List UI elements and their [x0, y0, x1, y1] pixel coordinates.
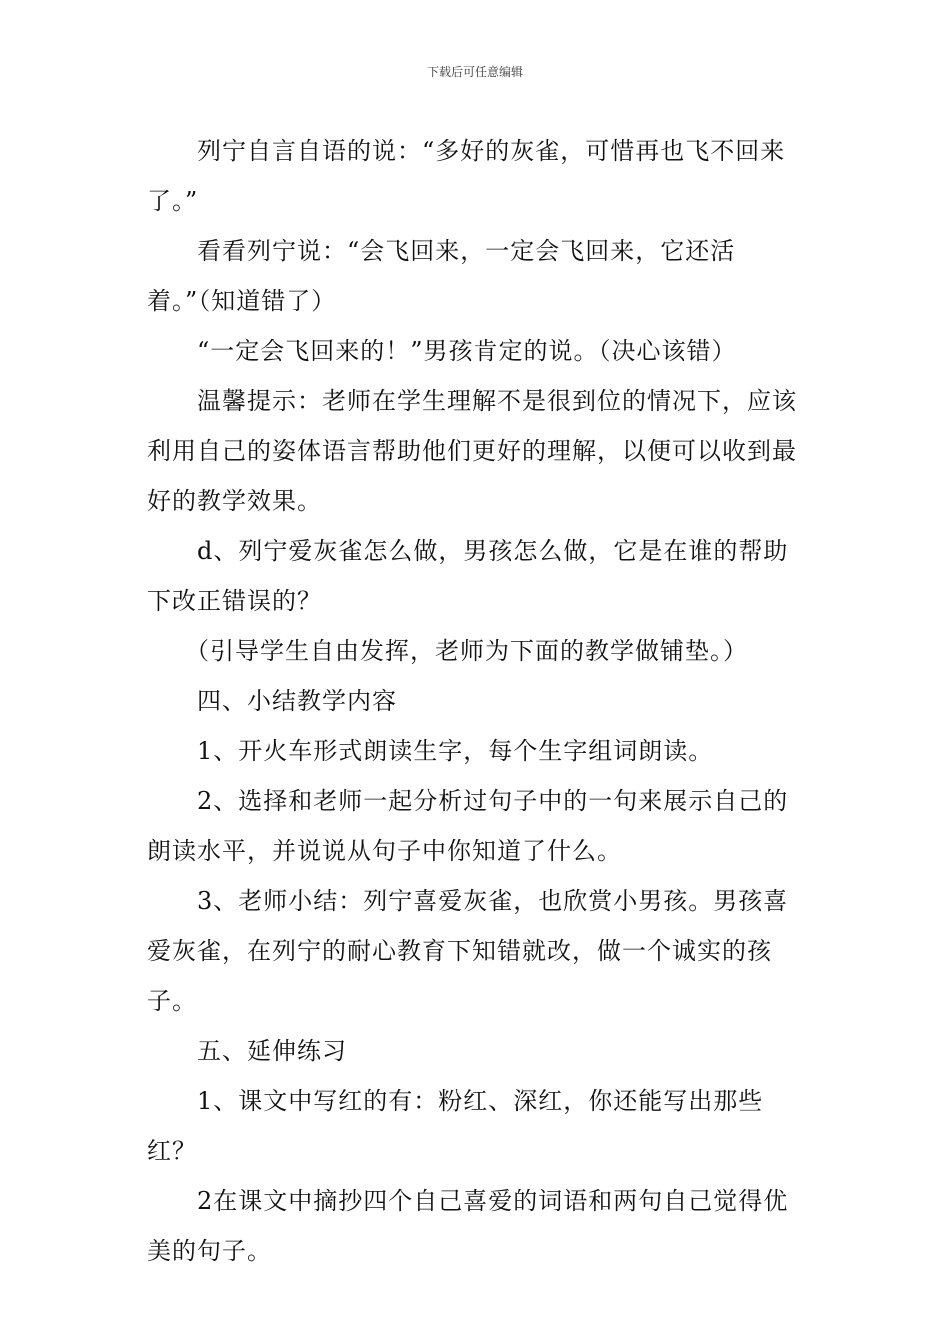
paragraph: 2在课文中摘抄四个自己喜爱的词语和两句自己觉得优美的句子。: [147, 1187, 789, 1265]
paragraph: （引导学生自由发挥，老师为下面的教学做铺垫。）: [185, 637, 748, 665]
paragraph: 列宁自言自语的说：“多好的灰雀，可惜再也飞不回来了。”: [147, 137, 786, 215]
section-heading: 四、小结教学内容: [197, 687, 397, 715]
section-heading: 五、延伸练习: [197, 1037, 347, 1065]
paragraph: d、列宁爱灰雀怎么做，男孩怎么做，它是在谁的帮助下改正错误的？: [147, 537, 789, 615]
paragraph: 1、开火车形式朗读生字，每个生字组词朗读。: [197, 737, 714, 765]
paragraph: 2、选择和老师一起分析过句子中的一句来展示自己的朗读水平，并说说从句子中你知道了什么。: [147, 787, 789, 865]
paragraph: 1、课文中写红的有：粉红、深红，你还能写出那些红？: [147, 1087, 764, 1165]
paragraph: “一定会飞回来的！”男孩肯定的说。（决心该错）: [197, 337, 737, 365]
paragraph: 看看列宁说：“会飞回来，一定会飞回来，它还活着。”（知道错了）: [147, 237, 736, 315]
document-body: [147, 126, 807, 1276]
paragraph: 温馨提示：老师在学生理解不是很到位的情况下，应该利用自己的姿体语言帮助他们更好的理解，以便可以收到最好的教学效果。: [147, 387, 797, 515]
page-header: 下载后可任意编辑: [426, 65, 523, 79]
paragraph: 3、老师小结：列宁喜爱灰雀，也欣赏小男孩。男孩喜爱灰雀，在列宁的耐心教育下知错就改，做一个诚实的孩子。: [147, 887, 789, 1015]
